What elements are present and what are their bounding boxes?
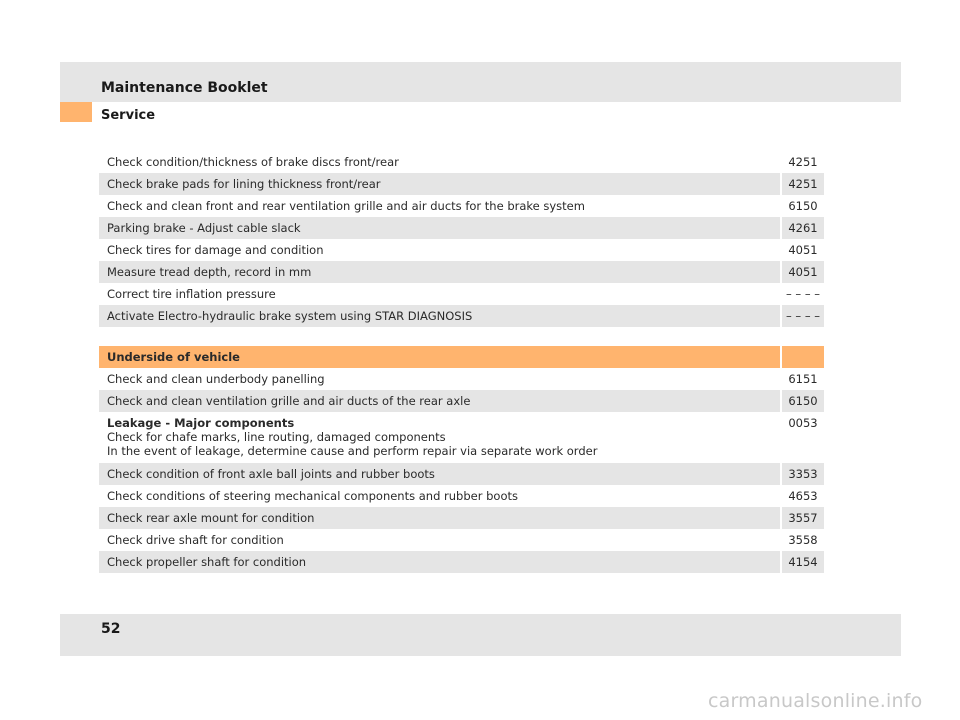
footer-band [60, 614, 901, 656]
table-row [99, 217, 824, 239]
row-code: 6151 [780, 368, 824, 390]
row-line-2: In the event of leakage, determine cause and perform repair via separate work order [107, 444, 598, 458]
row-code: 4051 [780, 239, 824, 261]
table-row [99, 551, 824, 573]
page-title: Maintenance Booklet [101, 80, 268, 96]
service-table-underside [99, 346, 824, 573]
row-description: Check rear axle mount for condition [107, 511, 315, 525]
row-code: 3558 [780, 529, 824, 551]
row-line-1: Check for chafe marks, line routing, damaged components [107, 430, 446, 444]
row-description: Check drive shaft for condition [107, 533, 284, 547]
service-table-brakes [99, 151, 824, 327]
row-code: – – – – [780, 283, 824, 305]
row-code: 4051 [780, 261, 824, 283]
table-row [99, 390, 824, 412]
row-code: 4261 [780, 217, 824, 239]
row-description: Activate Electro-hydraulic brake system using STAR DIAGNOSIS [107, 309, 473, 323]
table-heading: Underside of vehicle [107, 350, 240, 364]
table-row [99, 239, 824, 261]
row-code: 3353 [780, 463, 824, 485]
accent-square [60, 102, 92, 122]
row-description: Measure tread depth, record in mm [107, 265, 312, 279]
table-row [99, 195, 824, 217]
table-row [99, 173, 824, 195]
watermark: carmanualsonline.info [708, 690, 923, 712]
table-row-leakage [99, 412, 824, 463]
table-heading-code [780, 346, 824, 368]
row-description [99, 412, 780, 463]
row-description: Check and clean underbody panelling [107, 372, 325, 386]
table-row [99, 463, 824, 485]
row-code: 6150 [780, 390, 824, 412]
row-code: 4154 [780, 551, 824, 573]
table-row [99, 485, 824, 507]
row-description: Check tires for damage and condition [107, 243, 324, 257]
row-description: Correct tire inflation pressure [107, 287, 276, 301]
section-title: Service [101, 108, 156, 123]
table-row [99, 529, 824, 551]
row-description: Check and clean ventilation grille and air ducts of the rear axle [107, 394, 471, 408]
row-description: Check condition/thickness of brake discs front/rear [107, 155, 399, 169]
row-code: 6150 [780, 195, 824, 217]
row-code: 4251 [780, 151, 824, 173]
row-description: Check conditions of steering mechanical components and rubber boots [107, 489, 518, 503]
table-row [99, 507, 824, 529]
row-code: 4251 [780, 173, 824, 195]
table-row [99, 151, 824, 173]
row-title: Leakage - Major components [107, 416, 295, 430]
table-row [99, 368, 824, 390]
row-description: Check propeller shaft for condition [107, 555, 307, 569]
table-row [99, 261, 824, 283]
page-number: 52 [101, 621, 121, 637]
row-code: 3557 [780, 507, 824, 529]
row-code: 0053 [780, 412, 824, 463]
row-description: Parking brake - Adjust cable slack [107, 221, 301, 235]
row-description: Check condition of front axle ball joints and rubber boots [107, 467, 435, 481]
row-code: 4653 [780, 485, 824, 507]
table-row [99, 305, 824, 327]
table-row [99, 283, 824, 305]
row-code: – – – – [780, 305, 824, 327]
table-heading-row [99, 346, 824, 368]
row-description: Check and clean front and rear ventilation grille and air ducts for the brake system [107, 199, 585, 213]
row-description: Check brake pads for lining thickness front/rear [107, 177, 381, 191]
